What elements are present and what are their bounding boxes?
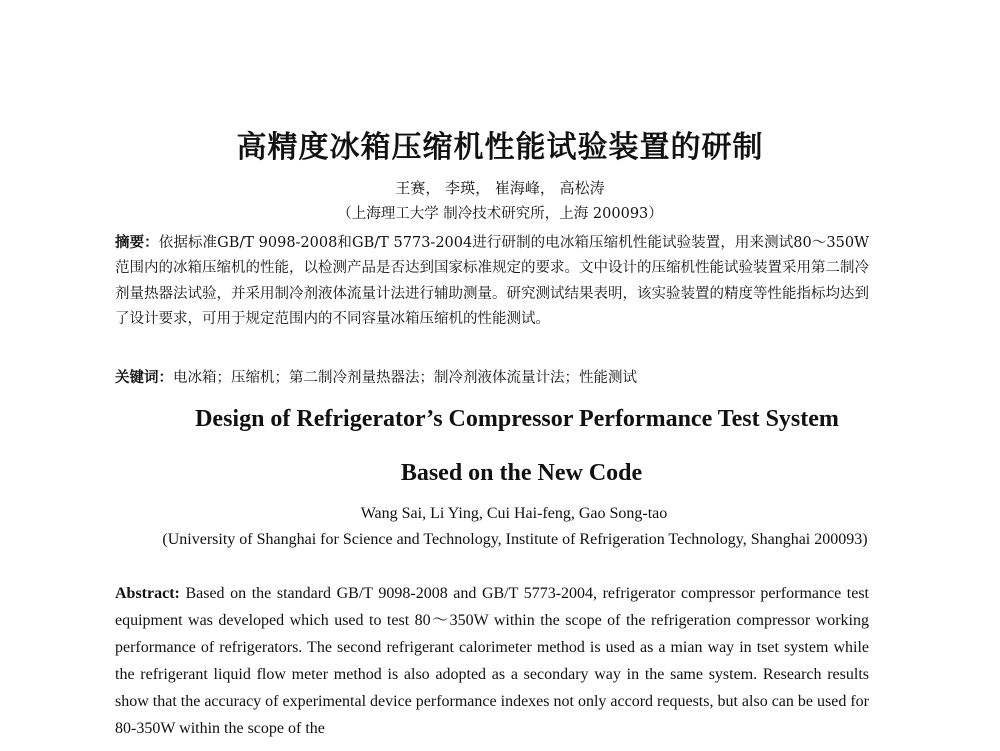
english-authors: Wang Sai, Li Ying, Cui Hai-feng, Gao Song-tao xyxy=(360,505,668,522)
chinese-authors: 王赛， 李瑛， 崔海峰， 高松涛 xyxy=(395,179,605,197)
chinese-abstract-text: 依据标准GB/T 9098-2008和GB/T 5773-2004进行研制的电冰箱压缩机性能试验装置，用来测试80～350W范围内的冰箱压缩机的性能，以检测产品是否达到国家标准规定的要求。文中设计的压缩机性能试验装置采用第二制冷剂量热器法试验，并采用制冷剂液体流量计法进行辅助测量。研究测试结果表明，该实验装置的精度等性能指标均达到了设计要求，可用于规定范围内的不同容量冰箱压缩机的性能测试。 xyxy=(115,235,870,328)
english-abstract xyxy=(115,580,869,742)
english-subtitle: Based on the New Code xyxy=(400,460,643,486)
chinese-abstract xyxy=(115,231,869,333)
chinese-keywords-label: 关键词： xyxy=(115,370,173,386)
english-abstract-text: Based on the standard GB/T 9098-2008 and GB/T 5773-2004, refrigerator compressor performance test equipment was developed which used to test 80～350W within the scope of the refrigeration compressor working performance of refrigerators. The second refrigerant calorimeter method is used as a mian way in tset system while the refrigerant liquid flow meter method is also adopted as a secondary way in the same system. Research results show that the accuracy of experimental device performance indexes not only accord requests, but also can be used for 80-350W within the scope of the xyxy=(115,585,869,737)
chinese-keywords-text: 电冰箱；压缩机；第二制冷剂量热器法；制冷剂液体流量计法；性能测试 xyxy=(173,370,637,386)
chinese-affiliation: （上海理工大学 制冷技术研究所，上海 200093） xyxy=(337,206,663,222)
chinese-title: 高精度冰箱压缩机性能试验装置的研制 xyxy=(236,130,764,165)
chinese-keywords xyxy=(115,366,869,390)
english-abstract-label: Abstract: xyxy=(115,585,180,602)
english-affiliation: (University of Shanghai for Science and Technology, Institute of Refrigeration Technology, Shanghai 200093) xyxy=(162,531,868,548)
english-title: Design of Refrigerator’s Compressor Performance Test System xyxy=(195,406,839,432)
chinese-abstract-label: 摘要： xyxy=(115,235,159,251)
